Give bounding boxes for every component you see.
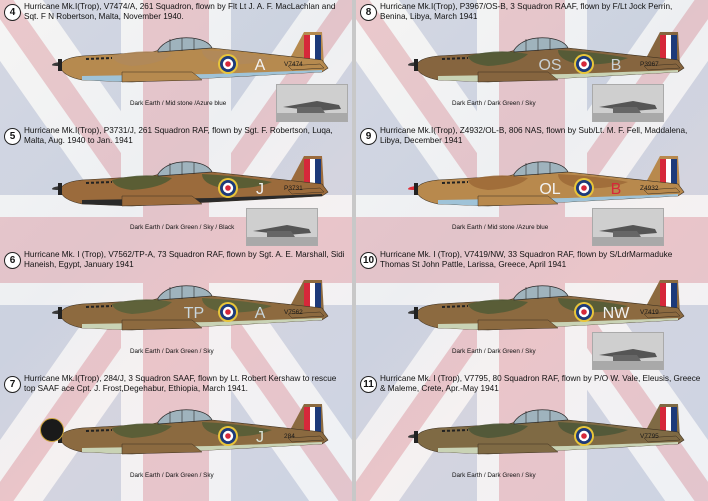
aircraft-letter: J (256, 181, 264, 198)
serial-number: P3731 (284, 185, 303, 192)
profile-entry (0, 124, 352, 246)
profile-caption: Hurricane Mk. I (Trop), V7419/NW, 33 Squadron RAF, flown by S/LdrMarmaduke Thomas St John Pattle, Larissa, Greece, April 1941 (380, 250, 673, 270)
serial-number: V7562 (284, 309, 303, 316)
wing-root (478, 444, 558, 454)
profile-caption: Hurricane Mk.I(Trop), 284/J, 3 Squadron SAAF, flown by Lt. Robert Kershaw to rescue top SAAF ace Cpt. J. Frost,Degehabur, Ethiopia, March 1941. (24, 374, 337, 394)
profile-caption: Hurricane Mk.I(Trop), P3731/J, 261 Squadron RAF, flown by Sgt. F. Robertson, Luqa, Malta, Aug. 1940 to Jan. 1941 (24, 126, 333, 146)
color-scheme: Dark Earth / Dark Green / Sky (130, 472, 214, 479)
color-scheme: Dark Earth / Dark Green / Sky (452, 100, 536, 107)
reference-photo (246, 208, 318, 246)
profile-number: 11 (360, 376, 377, 393)
reference-photo (592, 332, 664, 370)
profile-number: 7 (4, 376, 21, 393)
profile-number: 9 (360, 128, 377, 145)
squadron-badge (40, 418, 64, 442)
propeller-hub (414, 307, 418, 319)
hurricane-profile (52, 398, 352, 472)
color-scheme: Dark Earth / Dark Green / Sky (452, 472, 536, 479)
fin-flash (660, 159, 677, 185)
color-scheme: Dark Earth / Mid stone /Azure blue (130, 100, 227, 107)
fuselage-roundel (574, 426, 594, 446)
aircraft-letter: J (256, 429, 264, 446)
left-page (0, 0, 352, 501)
profile-number: 5 (4, 128, 21, 145)
fuselage-roundel (574, 302, 594, 322)
color-scheme: Dark Earth / Dark Green / Sky / Black (130, 224, 235, 231)
serial-number: 284 (284, 433, 295, 440)
profile-number: 10 (360, 252, 377, 269)
serial-number: P3967 (640, 61, 659, 68)
profile-caption: Hurricane Mk.I(Trop), V7474/A, 261 Squadron, flown by Flt Lt J. A. F. MacLachlan and Sqt. F N Robertson, Malta, November 1940. (24, 2, 336, 22)
fuselage-roundel (574, 178, 594, 198)
profile-caption: Hurricane Mk. I (Trop), V7562/TP-A, 73 Squadron RAF, flown by Sgt. A. E. Marshall, Sidi Haneish, Egypt, January 1941 (24, 250, 345, 270)
color-scheme: Dark Earth / Mid stone /Azure blue (452, 224, 549, 231)
profile-entry (356, 248, 708, 370)
profile-entry (0, 248, 352, 370)
fin-flash (660, 283, 677, 309)
fuselage-roundel (574, 54, 594, 74)
fuselage-roundel (218, 178, 238, 198)
squadron-code: OS (538, 57, 562, 74)
aircraft-letter: B (610, 181, 622, 198)
fuselage-roundel (218, 54, 238, 74)
propeller-hub (414, 59, 418, 71)
fin-flash (304, 159, 321, 185)
propeller-hub (414, 183, 418, 195)
fuselage-roundel (218, 426, 238, 446)
squadron-code: TP (183, 305, 205, 322)
aircraft-letter: NW (602, 305, 630, 322)
fuselage-roundel (218, 302, 238, 322)
profile-number: 6 (4, 252, 21, 269)
serial-number: V7419 (640, 309, 659, 316)
serial-number: Z4932 (640, 185, 659, 192)
profile-entry (0, 372, 352, 494)
profile-entry (0, 0, 352, 122)
fin-flash (660, 35, 677, 61)
reference-photo (276, 84, 348, 122)
profile-caption: Hurricane Mk.I(Trop), P3967/OS-B, 3 Squadron RAAF, flown by F/Lt Jock Perrin, Benina, Libya, March 1941 (380, 2, 673, 22)
fin-flash (660, 407, 677, 433)
color-scheme: Dark Earth / Dark Green / Sky (452, 348, 536, 355)
reference-photo (592, 84, 664, 122)
serial-number: V7474 (284, 61, 303, 68)
wing-root (478, 320, 558, 330)
color-scheme: Dark Earth / Dark Green / Sky (130, 348, 214, 355)
fin-flash (304, 35, 321, 61)
fin-flash (304, 283, 321, 309)
profile-caption: Hurricane Mk. I (Trop), V7795, 80 Squadron RAF, flown by P/O W. Vale, Eleusis, Greece & Maleme, Crete, Apr.-May 1941 (380, 374, 701, 394)
aircraft-letter: B (610, 57, 622, 74)
wing-root (122, 72, 202, 82)
profile-entry (356, 0, 708, 122)
right-page (356, 0, 708, 501)
hurricane-profile (408, 398, 708, 472)
reference-photo (592, 208, 664, 246)
squadron-code: OL (539, 181, 561, 198)
profile-entry (356, 372, 708, 494)
aircraft-letter: A (254, 305, 266, 322)
wing-root (122, 444, 202, 454)
hurricane-profile (52, 274, 352, 348)
propeller-hub (58, 59, 62, 71)
profile-number: 4 (4, 4, 21, 21)
propeller-hub (414, 431, 418, 443)
wing-root (122, 196, 202, 206)
fin-flash (304, 407, 321, 433)
serial-number: V7795 (640, 433, 659, 440)
profile-caption: Hurricane Mk.I(Trop), Z4932/OL-B, 806 NAS, flown by Sub/Lt. M. F. Fell, Maddalena, Libya, December 1941 (380, 126, 688, 146)
aircraft-letter: A (254, 57, 266, 74)
profile-entry (356, 124, 708, 246)
propeller-hub (58, 183, 62, 195)
propeller-hub (58, 307, 62, 319)
profile-number: 8 (360, 4, 377, 21)
